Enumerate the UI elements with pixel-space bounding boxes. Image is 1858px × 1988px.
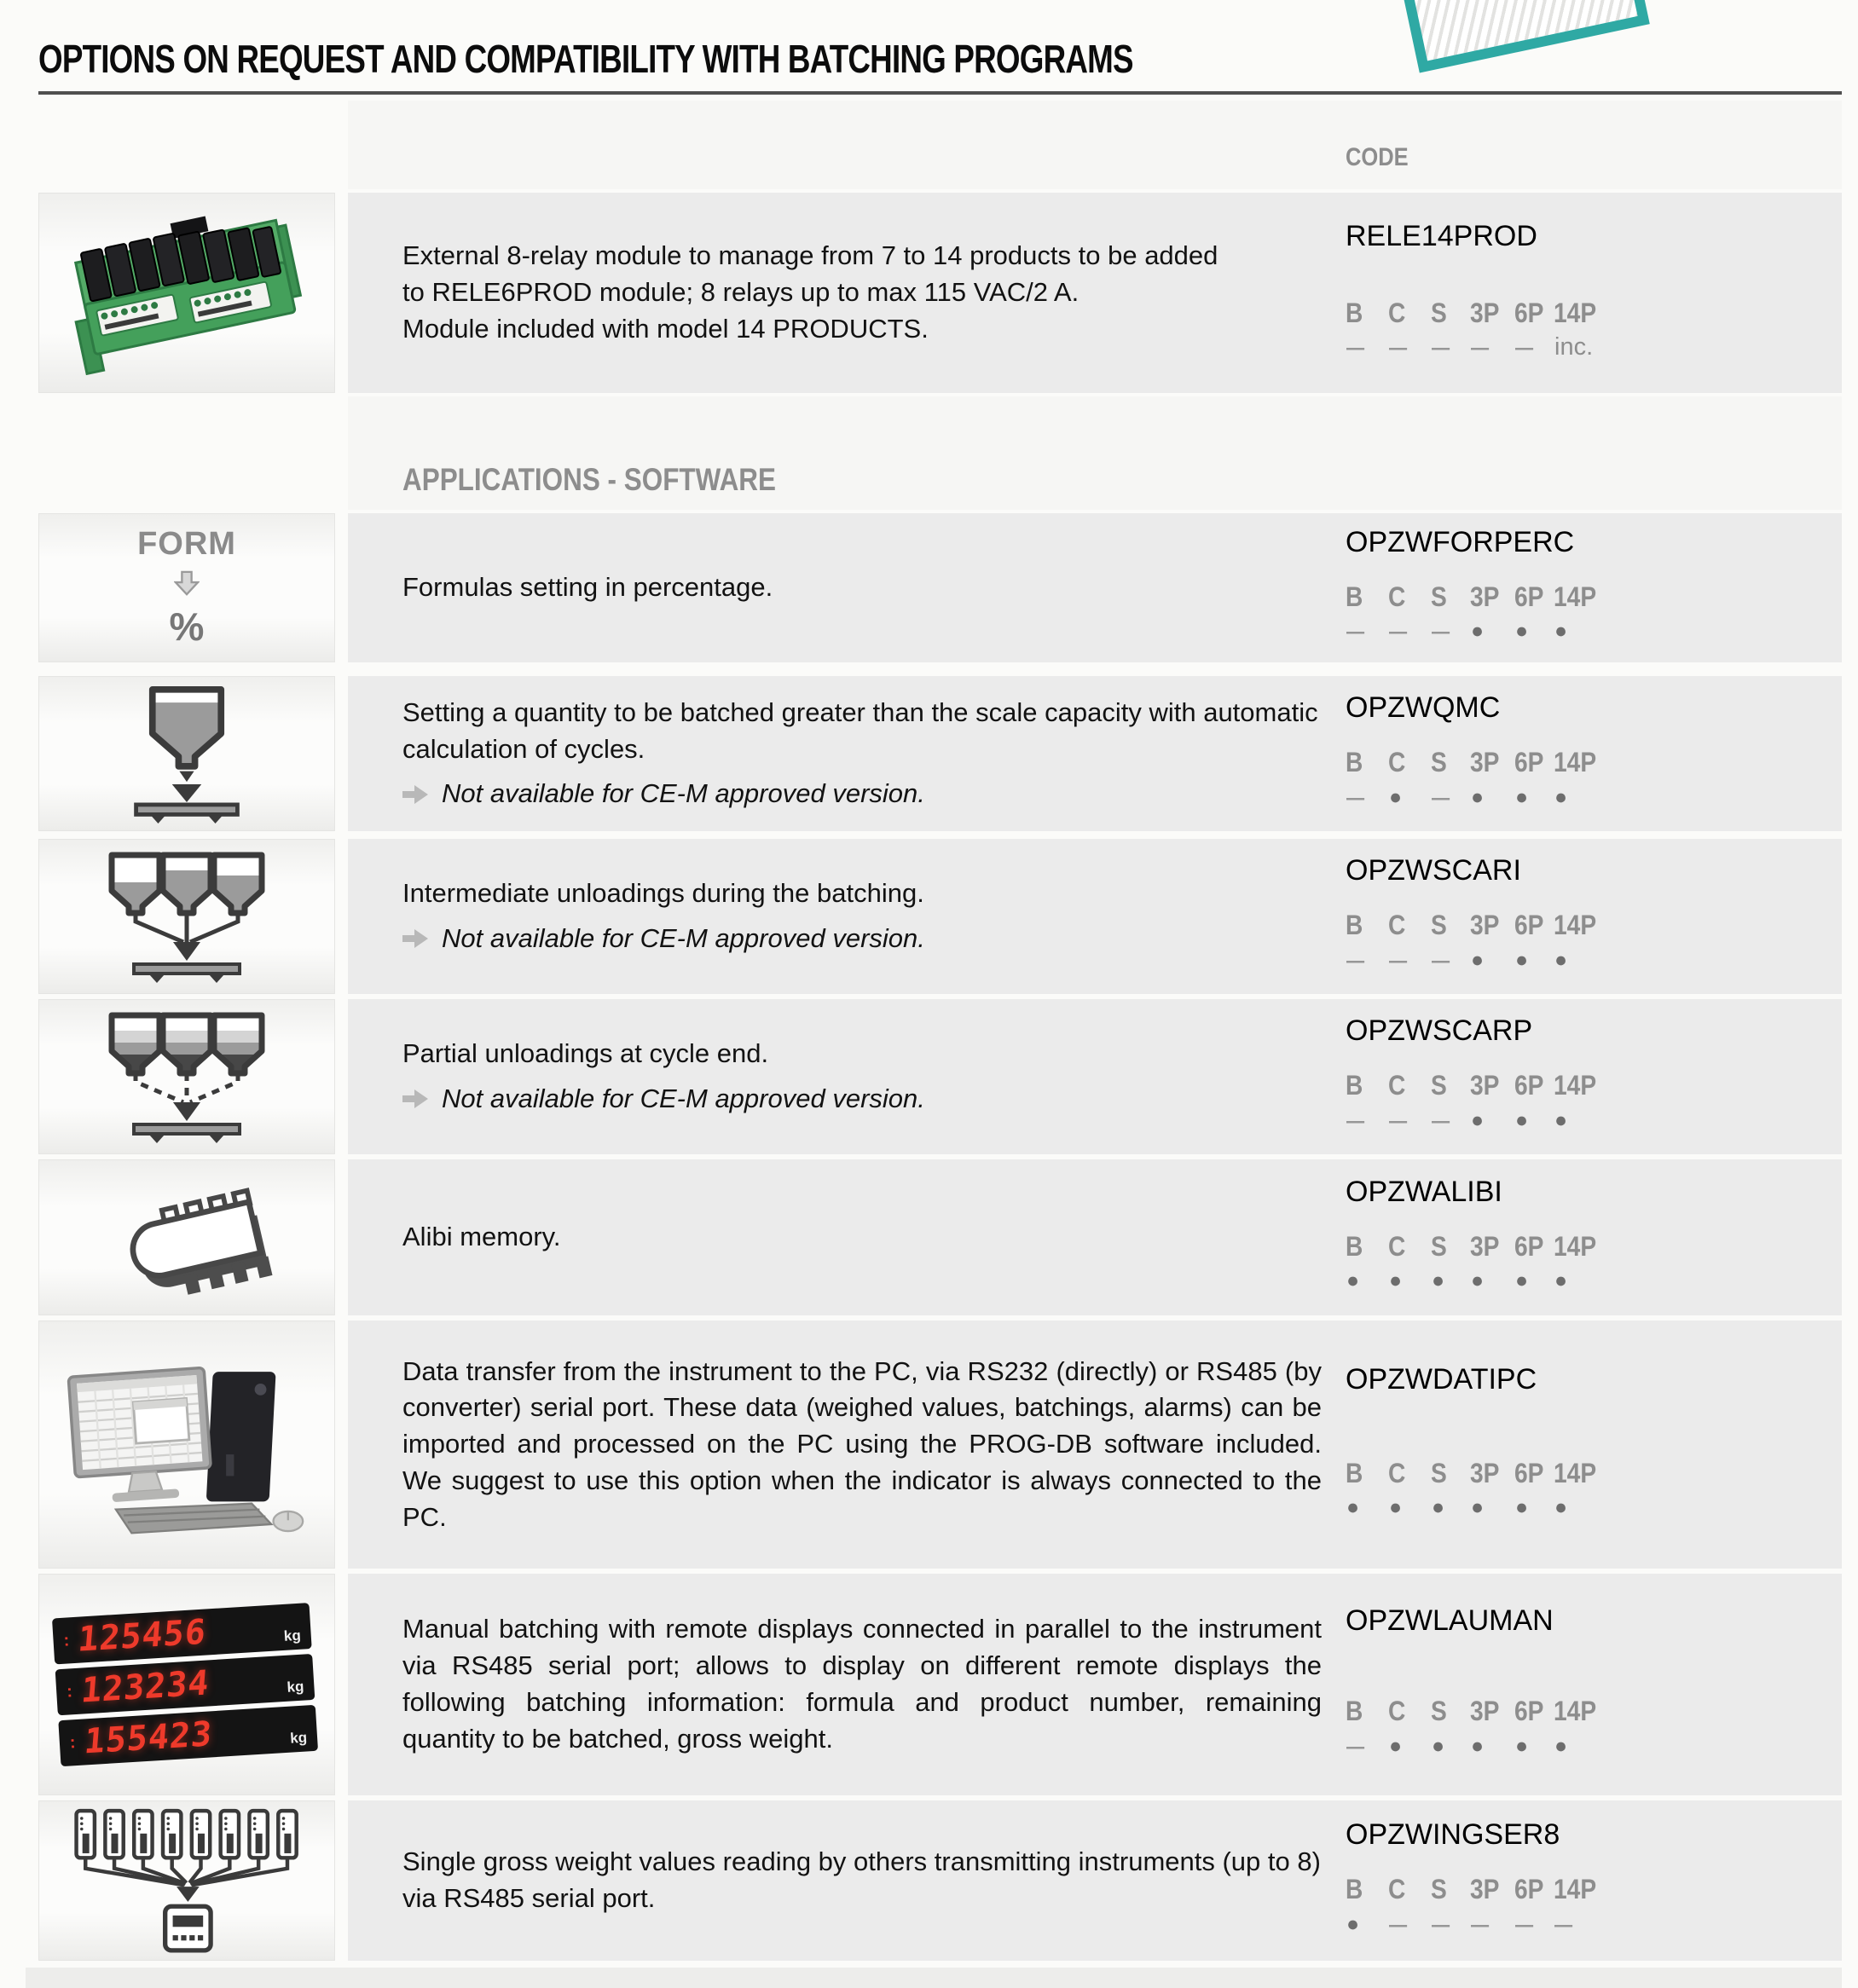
matrix-value: – <box>1389 941 1408 978</box>
compatibility-matrix <box>1346 1696 1613 1765</box>
matrix-col <box>1388 1070 1431 1139</box>
option-image-pc-workstation <box>38 1321 335 1569</box>
matrix-value: – <box>1346 941 1365 978</box>
matrix-col <box>1346 747 1388 816</box>
remote-display <box>58 1705 318 1766</box>
matrix-col <box>1431 1874 1470 1943</box>
matrix-value: – <box>1432 1905 1450 1942</box>
matrix-value: – <box>1432 941 1450 978</box>
matrix-col <box>1554 1458 1613 1527</box>
code-block <box>1346 1574 1613 1795</box>
matrix-header: B <box>1346 1230 1363 1262</box>
code-block <box>1346 1800 1613 1961</box>
percent-symbol: % <box>169 604 205 649</box>
led-indicator-dots: : <box>62 1631 70 1650</box>
compatibility-matrix <box>1346 1231 1613 1300</box>
matrix-header: 3P <box>1470 1230 1500 1262</box>
matrix-value: ● <box>1346 1269 1360 1292</box>
note <box>402 1081 1322 1118</box>
matrix-header: B <box>1346 1457 1363 1488</box>
matrix-col <box>1470 298 1514 367</box>
table-header-band <box>348 101 1842 189</box>
bottom-strip <box>26 1968 1842 1988</box>
matrix-header: S <box>1431 1874 1447 1904</box>
option-description <box>402 1800 1322 1961</box>
option-code: OPZWFORPERC <box>1346 525 1575 558</box>
matrix-header: S <box>1431 1457 1447 1488</box>
matrix-header: C <box>1388 581 1406 612</box>
option-code: OPZWINGSER8 <box>1346 1818 1560 1851</box>
led-unit: kg <box>289 1729 308 1747</box>
matrix-header: C <box>1388 1070 1406 1101</box>
description-text: Partial unloadings at cycle end. <box>402 1038 769 1069</box>
matrix-col <box>1431 1696 1470 1765</box>
matrix-value: ● <box>1471 1733 1485 1758</box>
matrix-col <box>1514 910 1554 979</box>
matrix-value: ● <box>1471 619 1485 643</box>
matrix-header: 3P <box>1470 747 1500 777</box>
matrix-header: 14P <box>1554 581 1597 612</box>
code-block <box>1346 999 1613 1154</box>
matrix-col <box>1388 1874 1431 1943</box>
matrix-header: 14P <box>1554 1070 1597 1101</box>
matrix-header: 6P <box>1514 1696 1544 1726</box>
matrix-header: S <box>1431 297 1447 328</box>
option-row <box>348 999 1842 1154</box>
matrix-col <box>1388 910 1431 979</box>
description-line: Module included with model 14 PRODUCTS. <box>402 313 929 344</box>
matrix-col <box>1554 1070 1613 1139</box>
right-arrow-icon <box>402 785 428 804</box>
matrix-header: C <box>1388 1230 1406 1262</box>
option-image-three-hoppers <box>38 839 335 994</box>
memory-chip-icon <box>89 1168 285 1307</box>
matrix-header: 6P <box>1514 297 1544 328</box>
matrix-col <box>1554 747 1613 816</box>
matrix-header: C <box>1388 1874 1406 1904</box>
option-row <box>348 1159 1842 1315</box>
option-description <box>402 676 1322 831</box>
matrix-value: ● <box>1515 947 1529 972</box>
matrix-col <box>1346 1874 1388 1943</box>
matrix-col <box>1431 747 1470 816</box>
option-code: RELE14PROD <box>1346 219 1537 252</box>
right-arrow-icon <box>402 1089 428 1108</box>
matrix-header: C <box>1388 1457 1406 1488</box>
matrix-col <box>1388 1458 1431 1527</box>
matrix-value: ● <box>1432 1733 1445 1758</box>
option-description <box>402 513 1322 662</box>
matrix-header: 3P <box>1470 910 1500 940</box>
matrix-col <box>1388 1696 1431 1765</box>
matrix-col <box>1514 1070 1554 1139</box>
matrix-col <box>1514 298 1554 367</box>
matrix-header: 3P <box>1470 1696 1500 1726</box>
option-image-form-percent <box>38 513 335 662</box>
matrix-value: ● <box>1554 1495 1568 1519</box>
option-code: OPZWSCARI <box>1346 854 1521 887</box>
section-band <box>348 396 1842 510</box>
matrix-col <box>1554 581 1613 650</box>
matrix-header: S <box>1431 1070 1447 1101</box>
matrix-header: 6P <box>1514 910 1544 940</box>
matrix-header: 3P <box>1470 297 1500 328</box>
matrix-col <box>1554 1874 1613 1943</box>
option-row <box>348 513 1842 662</box>
compatibility-matrix <box>1346 581 1613 650</box>
note-text: Not available for CE-M approved version. <box>442 923 925 953</box>
matrix-col <box>1346 1231 1388 1300</box>
matrix-col <box>1346 581 1388 650</box>
matrix-header: S <box>1431 1230 1447 1262</box>
matrix-value: – <box>1389 1101 1408 1138</box>
matrix-header: B <box>1346 297 1363 328</box>
compatibility-matrix <box>1346 1458 1613 1527</box>
matrix-col <box>1514 1231 1554 1300</box>
compatibility-matrix <box>1346 298 1613 367</box>
section-label: APPLICATIONS - SOFTWARE <box>402 462 776 497</box>
matrix-col <box>1431 1231 1470 1300</box>
three-hoppers-partial-icon <box>84 1007 289 1147</box>
matrix-value: ● <box>1554 1733 1568 1758</box>
matrix-header: B <box>1346 1874 1363 1904</box>
matrix-value: ● <box>1515 619 1529 643</box>
matrix-header: 6P <box>1514 1874 1544 1904</box>
matrix-header: 3P <box>1470 1874 1500 1904</box>
matrix-header: 14P <box>1554 297 1597 328</box>
matrix-col <box>1470 1874 1514 1943</box>
matrix-header: C <box>1388 1696 1406 1726</box>
matrix-header: 14P <box>1554 1457 1597 1488</box>
matrix-col <box>1514 1696 1554 1765</box>
relay-module-photo <box>59 203 315 384</box>
down-arrow-icon <box>174 569 200 597</box>
description-text: Intermediate unloadings during the batching. <box>402 878 924 909</box>
matrix-header: C <box>1388 297 1406 328</box>
matrix-col <box>1514 1458 1554 1527</box>
note-text: Not available for CE-M approved version. <box>442 1084 925 1113</box>
option-image-single-hopper <box>38 676 335 831</box>
matrix-header: C <box>1388 910 1406 940</box>
matrix-header: B <box>1346 581 1363 612</box>
matrix-value: ● <box>1389 1733 1403 1758</box>
matrix-col <box>1470 1070 1514 1139</box>
option-code: OPZWSCARP <box>1346 1014 1533 1047</box>
remote-display <box>55 1654 315 1715</box>
matrix-col <box>1470 1696 1514 1765</box>
matrix-col <box>1470 747 1514 816</box>
page-title: OPTIONS ON REQUEST AND COMPATIBILITY WITH BATCHING PROGRAMS <box>38 37 1133 81</box>
option-description <box>402 999 1322 1154</box>
description-text: Formulas setting in percentage. <box>402 572 773 603</box>
matrix-col <box>1431 298 1470 367</box>
option-description <box>402 1321 1322 1569</box>
matrix-value: ● <box>1471 947 1485 972</box>
matrix-header: 6P <box>1514 1230 1544 1262</box>
matrix-value: – <box>1554 1905 1573 1942</box>
led-indicator-dots: : <box>69 1733 77 1753</box>
matrix-value: – <box>1389 613 1408 649</box>
compatibility-matrix <box>1346 910 1613 979</box>
led-readout: 123234 <box>79 1663 211 1711</box>
led-unit: kg <box>286 1678 304 1696</box>
pc-workstation-photo <box>59 1346 315 1543</box>
code-block <box>1346 193 1613 393</box>
matrix-value: ● <box>1554 1269 1568 1292</box>
matrix-value: – <box>1432 613 1450 649</box>
matrix-col <box>1346 1070 1388 1139</box>
matrix-col <box>1388 747 1431 816</box>
matrix-value: – <box>1515 1905 1534 1942</box>
matrix-col <box>1554 1231 1613 1300</box>
matrix-value: ● <box>1471 1107 1485 1132</box>
matrix-header: 14P <box>1554 1696 1597 1726</box>
matrix-value: ● <box>1432 1495 1445 1519</box>
matrix-header: B <box>1346 1070 1363 1101</box>
description-line: to RELE6PROD module; 8 relays up to max 115 VAC/2 A. <box>402 277 1079 308</box>
matrix-value: ● <box>1515 1733 1529 1758</box>
matrix-value: ● <box>1471 1269 1485 1292</box>
matrix-col <box>1470 1458 1514 1527</box>
option-code: OPZWLAUMAN <box>1346 1604 1554 1637</box>
matrix-value: – <box>1346 613 1365 649</box>
matrix-col <box>1514 1874 1554 1943</box>
matrix-value: ● <box>1389 1495 1403 1519</box>
matrix-col <box>1431 1070 1470 1139</box>
matrix-col <box>1554 1696 1613 1765</box>
option-description <box>402 1159 1322 1315</box>
matrix-value: – <box>1346 778 1365 815</box>
option-description <box>402 839 1322 994</box>
matrix-col <box>1431 910 1470 979</box>
description-text: Manual batching with remote displays connected in parallel to the instrument via RS485 serial port; allows to display on different remote displays the following batching information: formula and product number, remaining quantity to be batched, gross weight. <box>402 1614 1322 1754</box>
matrix-header: B <box>1346 747 1363 777</box>
description-line: External 8-relay module to manage from 7 to 14 products to be added <box>402 240 1218 271</box>
matrix-col <box>1346 1696 1388 1765</box>
led-readout: 125456 <box>76 1612 208 1660</box>
matrix-header: 14P <box>1554 1874 1597 1904</box>
teal-corner-ribbon <box>1401 0 1650 73</box>
compatibility-matrix <box>1346 747 1613 816</box>
option-code: OPZWQMC <box>1346 691 1501 724</box>
description-text: Single gross weight values reading by others transmitting instruments (up to 8) via RS485 serial port. <box>402 1846 1321 1913</box>
matrix-header: C <box>1388 747 1406 777</box>
matrix-col <box>1431 1458 1470 1527</box>
option-image-memory-chip <box>38 1159 335 1315</box>
option-row <box>348 193 1842 393</box>
option-image-remote-displays <box>38 1574 335 1795</box>
code-block <box>1346 1159 1613 1315</box>
matrix-value: – <box>1389 1905 1408 1942</box>
matrix-value: ● <box>1389 784 1403 809</box>
compatibility-matrix <box>1346 1070 1613 1139</box>
matrix-col <box>1470 910 1514 979</box>
led-unit: kg <box>283 1627 302 1644</box>
form-label: FORM <box>137 526 236 562</box>
transmitting-instruments-icon <box>66 1805 309 1956</box>
matrix-header: 3P <box>1470 1457 1500 1488</box>
option-row <box>348 1321 1842 1569</box>
matrix-value: ● <box>1554 947 1568 972</box>
matrix-value: – <box>1389 329 1408 365</box>
description-text: Setting a quantity to be batched greater than the scale capacity with automatic calculation of cycles. <box>402 696 1318 764</box>
code-column-label: CODE <box>1346 143 1409 171</box>
option-row <box>348 676 1842 831</box>
led-readout: 155423 <box>82 1714 214 1762</box>
matrix-header: 14P <box>1554 910 1597 940</box>
remote-display <box>52 1603 312 1664</box>
matrix-value: ● <box>1389 1269 1403 1292</box>
matrix-value: – <box>1346 329 1365 365</box>
matrix-value: – <box>1471 329 1490 365</box>
matrix-col <box>1346 298 1388 367</box>
matrix-value: ● <box>1554 1107 1568 1132</box>
code-block <box>1346 1321 1613 1569</box>
matrix-header: S <box>1431 1696 1447 1726</box>
matrix-value: ● <box>1471 1495 1485 1519</box>
title-rule <box>38 91 1842 95</box>
option-code: OPZWALIBI <box>1346 1175 1502 1208</box>
matrix-col <box>1388 581 1431 650</box>
option-row <box>348 1574 1842 1795</box>
matrix-value: ● <box>1515 1269 1529 1292</box>
matrix-header: 3P <box>1470 1070 1500 1101</box>
matrix-col <box>1470 581 1514 650</box>
option-description <box>402 1574 1322 1795</box>
option-row <box>348 1800 1842 1961</box>
option-description <box>402 193 1322 393</box>
matrix-col <box>1388 1231 1431 1300</box>
single-hopper-icon <box>89 681 285 827</box>
matrix-col <box>1388 298 1431 367</box>
matrix-value: ● <box>1515 1107 1529 1132</box>
code-block <box>1346 513 1613 662</box>
code-block <box>1346 676 1613 831</box>
matrix-value: – <box>1471 1905 1490 1942</box>
matrix-value: – <box>1346 1727 1365 1764</box>
matrix-value: ● <box>1432 1269 1445 1292</box>
form-percent-icon <box>137 526 236 650</box>
three-hoppers-icon <box>84 847 289 987</box>
matrix-header: 6P <box>1514 1457 1544 1488</box>
matrix-value: ● <box>1515 784 1529 809</box>
matrix-header: 6P <box>1514 1070 1544 1101</box>
description-text: Data transfer from the instrument to the PC, via RS232 (directly) or RS485 (by converter) serial port. These data (weighed values, batchings, alarms) can be imported and processed on the PC using the PROG-DB software included. We suggest to use this option when the indicator is always connected to the PC. <box>402 1355 1322 1532</box>
matrix-header: S <box>1431 910 1447 940</box>
matrix-col <box>1346 910 1388 979</box>
matrix-header: S <box>1431 581 1447 612</box>
remote-displays-photo <box>52 1598 322 1771</box>
option-image-transmitting-instruments <box>38 1800 335 1961</box>
matrix-value: ● <box>1554 784 1568 809</box>
matrix-header: 3P <box>1470 581 1500 612</box>
matrix-value: – <box>1432 1101 1450 1138</box>
matrix-col <box>1514 747 1554 816</box>
matrix-value: ● <box>1346 1495 1360 1519</box>
matrix-value: – <box>1346 1101 1365 1138</box>
matrix-value: inc. <box>1554 333 1594 361</box>
led-indicator-dots: : <box>66 1682 73 1702</box>
note <box>402 921 1322 957</box>
option-code: OPZWDATIPC <box>1346 1362 1537 1396</box>
description-text: Alibi memory. <box>402 1222 561 1252</box>
matrix-header: 6P <box>1514 581 1544 612</box>
matrix-col <box>1470 1231 1514 1300</box>
note-text: Not available for CE-M approved version. <box>442 778 925 809</box>
matrix-col <box>1514 581 1554 650</box>
matrix-value: – <box>1432 778 1450 815</box>
option-image-three-hoppers-partial <box>38 999 335 1154</box>
matrix-value: ● <box>1471 784 1485 809</box>
option-row <box>348 839 1842 994</box>
matrix-header: B <box>1346 910 1363 940</box>
matrix-value: ● <box>1515 1495 1529 1519</box>
matrix-col <box>1554 298 1613 367</box>
matrix-value: – <box>1432 329 1450 365</box>
matrix-header: 14P <box>1554 1230 1597 1262</box>
matrix-header: 14P <box>1554 747 1597 777</box>
matrix-value: ● <box>1554 619 1568 643</box>
right-arrow-icon <box>402 929 428 948</box>
matrix-header: 6P <box>1514 747 1544 777</box>
matrix-col <box>1346 1458 1388 1527</box>
compatibility-matrix <box>1346 1874 1613 1943</box>
matrix-value: ● <box>1346 1911 1360 1936</box>
matrix-header: B <box>1346 1696 1363 1726</box>
matrix-col <box>1431 581 1470 650</box>
matrix-value: – <box>1515 329 1534 365</box>
matrix-col <box>1554 910 1613 979</box>
note <box>402 776 1322 812</box>
code-block <box>1346 839 1613 994</box>
matrix-header: S <box>1431 747 1447 777</box>
option-image-relay-module <box>38 193 335 393</box>
